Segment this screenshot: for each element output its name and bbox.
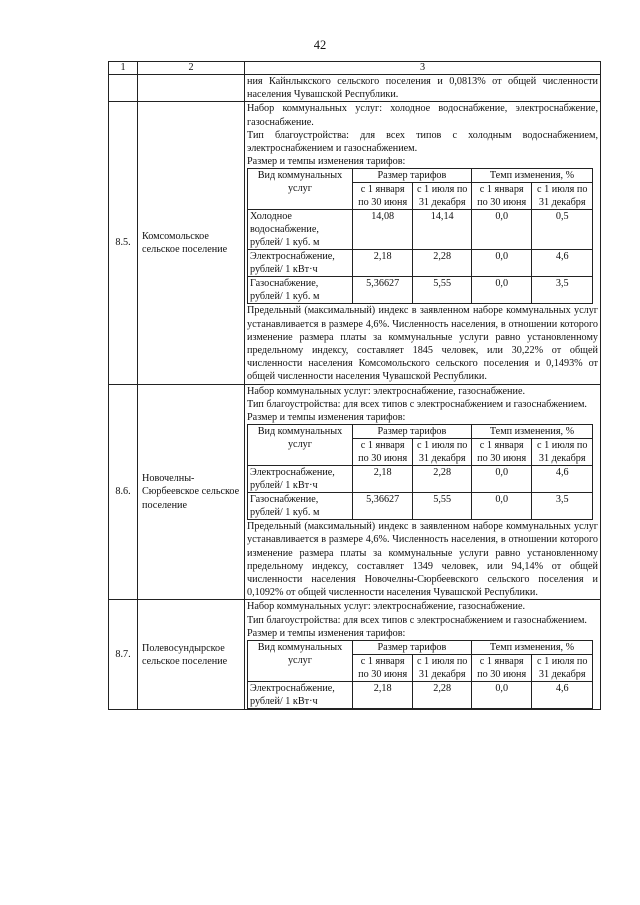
header-col-3: 3 [245,62,601,75]
tariff-row [248,493,593,520]
tariff-table [247,640,593,709]
section-intro-tariffs: Размер и темпы изменения тарифов: [247,156,406,168]
section-number: 8.6. [109,384,138,600]
service-type-header: Вид коммунальных услуг [248,641,353,682]
section-content [245,102,601,384]
section-intro-tariffs: Размер и темпы изменения тарифов: [247,627,406,639]
tariff-value: 5,36627 [352,493,413,520]
rate-value: 0,0 [471,466,532,493]
section-number: 8.7. [109,600,138,710]
tariff-value: 14,08 [352,210,413,250]
rate-value: 0,5 [532,210,593,250]
period-header: с 1 июля по 31 декабря [413,439,472,466]
continuation-row [109,75,601,102]
rate-header: Темп изменения, % [471,641,592,655]
tariff-value: 2,18 [352,250,413,277]
header-row [109,62,601,75]
tariff-size-header: Размер тарифов [352,641,471,655]
settlement-name: Комсомольское сельское поселение [138,102,245,384]
sections-body [109,102,601,710]
tariff-value: 2,18 [352,466,413,493]
rate-value: 3,5 [532,493,593,520]
period-header: с 1 января по 30 июня [471,655,532,682]
rate-value: 0,0 [471,682,532,709]
rate-value: 0,0 [471,493,532,520]
tariff-value: 2,28 [413,682,472,709]
section-intro-tariffs: Размер и темпы изменения тарифов: [247,412,406,424]
period-header: с 1 июля по 31 декабря [532,655,593,682]
section-intro-services: Набор коммунальных услуг: холодное водоснабжение, электроснабжение, газоснабжение. [247,103,598,128]
tariff-row [248,466,593,493]
tariff-value: 5,55 [413,493,472,520]
period-header: с 1 января по 30 июня [471,439,532,466]
rate-value: 0,0 [471,210,532,250]
service-type-header: Вид коммунальных услуг [248,169,353,210]
service-label: Газоснабжение, рублей/ 1 куб. м [248,493,353,520]
section-intro-services: Набор коммунальных услуг: электроснабжение, газоснабжение. [247,601,526,613]
period-header: с 1 июля по 31 декабря [413,655,472,682]
tariff-size-header: Размер тарифов [352,169,471,183]
service-label: Газоснабжение, рублей/ 1 куб. м [248,277,353,304]
tariff-value: 2,18 [352,682,413,709]
section-row [109,600,601,710]
rate-header: Темп изменения, % [471,425,592,439]
tariff-value: 2,28 [413,466,472,493]
period-header: с 1 января по 30 июня [352,655,413,682]
header-col-1: 1 [109,62,138,75]
service-label: Электроснабжение, рублей/ 1 кВт·ч [248,682,353,709]
page-number: 42 [313,38,327,52]
section-intro-services: Набор коммунальных услуг: электроснабжение, газоснабжение. [247,385,526,397]
tariff-value: 5,55 [413,277,472,304]
service-type-header: Вид коммунальных услуг [248,425,353,466]
period-header: с 1 июля по 31 декабря [532,183,593,210]
rate-value: 0,0 [471,277,532,304]
section-content [245,600,601,710]
tariff-row [248,682,593,709]
service-label: Электроснабжение, рублей/ 1 кВт·ч [248,466,353,493]
section-outro: Предельный (максимальный) индекс в заявленном наборе коммунальных услуг устанавливается в размере 4,6%. Численность населения, в отношении которого изменение размера платы за коммунальные услуги равно установленному предельному индексу, составляет 1349 человек, или 94,14% от общей численности населения Новочелны-Сюрбеевского сельского поселения и 0,1092% от общей численности населения Чувашской Республики. [247,521,598,599]
main-table [108,61,601,710]
tariff-value: 14,14 [413,210,472,250]
section-number: 8.5. [109,102,138,384]
tariff-size-header: Размер тарифов [352,425,471,439]
period-header: с 1 июля по 31 декабря [413,183,472,210]
service-label: Электроснабжение, рублей/ 1 кВт·ч [248,250,353,277]
period-header: с 1 июля по 31 декабря [532,439,593,466]
section-row [109,384,601,600]
section-content [245,384,601,600]
tariff-value: 5,36627 [352,277,413,304]
rate-header: Темп изменения, % [471,169,592,183]
tariff-table [247,168,593,304]
continuation-text: ния Кайнлыкского сельского поселения и 0,0813% от общей численности населения Чувашской Республики. [245,75,601,102]
tariff-table [247,424,593,520]
rate-value: 3,5 [532,277,593,304]
section-intro-type: Тип благоустройства: для всех типов с электроснабжением и газоснабжением. [247,614,587,626]
period-header: с 1 января по 30 июня [352,183,413,210]
section-row [109,102,601,384]
tariff-value: 2,28 [413,250,472,277]
tariff-row [248,210,593,250]
service-label: Холодное водоснабжение, рублей/ 1 куб. м [248,210,353,250]
header-col-2: 2 [138,62,245,75]
rate-value: 4,6 [532,250,593,277]
section-intro-type: Тип благоустройства: для всех типов с холодным водоснабжением, электроснабжением и газоснабжением. [247,129,598,155]
section-intro-type: Тип благоустройства: для всех типов с электроснабжением и газоснабжением. [247,398,587,410]
section-outro: Предельный (максимальный) индекс в заявленном наборе коммунальных услуг устанавливается в размере 4,6%. Численность населения, в отношении которого изменение размера платы за коммунальные услуги равно установленному предельному индексу, составляет 1845 человек, или 30,22% от общей численности населения Комсомольского сельского поселения и 0,1493% от общей численности населения Чувашской Республики. [247,305,598,383]
tariff-row [248,277,593,304]
settlement-name: Новочелны-Сюрбеевское сельское поселение [138,384,245,600]
rate-value: 4,6 [532,466,593,493]
period-header: с 1 января по 30 июня [471,183,532,210]
tariff-row [248,250,593,277]
rate-value: 4,6 [532,682,593,709]
settlement-name: Полевосундырское сельское поселение [138,600,245,710]
period-header: с 1 января по 30 июня [352,439,413,466]
rate-value: 0,0 [471,250,532,277]
